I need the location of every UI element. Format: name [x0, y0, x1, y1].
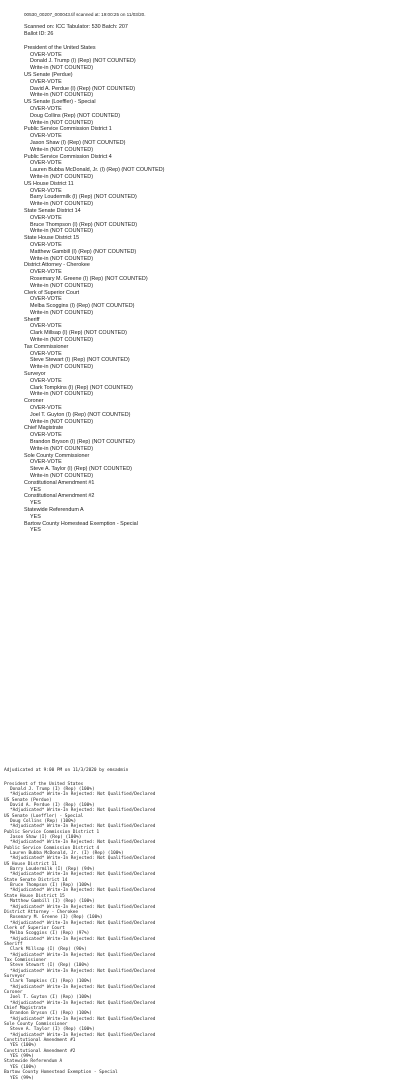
adjudicated-section [4, 862, 396, 878]
scanner-info: Scanned on: ICC Tabulator: 530 Batch: 207 [24, 24, 128, 30]
contest-title: Clerk of Superior Court [24, 289, 80, 296]
contest-line: Write-in (NOT COUNTED) [30, 309, 93, 316]
adjudicated-section [4, 1022, 396, 1038]
contest-section [24, 493, 396, 507]
contest-line: OVER-VOTE [30, 160, 62, 167]
contest-line: OVER-VOTE [30, 269, 62, 276]
contest-line: Write-in (NOT COUNTED) [30, 391, 93, 398]
contest-line: Clark Millsap (I) (Rep) (NOT COUNTED) [30, 330, 127, 337]
contest-section [24, 344, 396, 371]
contest-line: Steve A. Taylor (I) (Rep) (NOT COUNTED) [30, 466, 132, 473]
scan-header: 00530_00207_000043.tif scanned at: 19:00:25 on 11/03/20. [24, 12, 146, 17]
contest-line: YES [30, 513, 41, 520]
contest-section [24, 181, 396, 208]
contest-line: Bruce Thompson (I) (Rep) (100%) [10, 883, 92, 889]
contest-title: District Attorney - Cherokee [24, 262, 90, 269]
contest-title: President of the United States [4, 781, 84, 787]
contest-title: State Senate District 14 [4, 877, 68, 883]
contest-title: Sheriff [24, 316, 40, 323]
contest-line: OVER-VOTE [30, 105, 62, 112]
contest-section [24, 453, 396, 480]
contest-line: Melba Scoggins (I) (Rep) (NOT COUNTED) [30, 303, 135, 310]
adjudicated-section [4, 974, 396, 990]
contest-line: OVER-VOTE [30, 377, 62, 384]
adjudicated-section [4, 814, 396, 830]
contest-line: Steve Stewart (I) (Rep) (100%) [10, 963, 90, 969]
adjudicated-section [4, 958, 396, 974]
contest-line: *Adjudicated* Write-In Rejected: Not Qualified/Declared [10, 952, 156, 958]
adjudicated-section [4, 878, 396, 894]
contest-section [24, 371, 396, 398]
adjudicated-section [4, 846, 396, 862]
contest-title: Constitutional Amendment #1 [24, 479, 95, 486]
contest-line: Write-in (NOT COUNTED) [30, 255, 93, 262]
adjudicated-section [4, 926, 396, 942]
adjudicated-section [4, 942, 396, 958]
contest-title: US Senate (Perdue) [4, 797, 52, 803]
contest-title: Coroner [4, 990, 23, 995]
contest-line: Write-in (NOT COUNTED) [30, 228, 93, 235]
contest-title: Surveyor [24, 371, 46, 378]
contest-line: YES [30, 500, 41, 507]
contest-title: Statewide Referendum A [24, 507, 84, 513]
contest-line: OVER-VOTE [30, 214, 62, 221]
adjudicated-section [4, 1049, 396, 1060]
contest-line: YES (100%) [10, 1064, 37, 1070]
contest-line: Clark Tompkins (I) (Rep) (NOT COUNTED) [30, 384, 133, 391]
contest-line: Write-in (NOT COUNTED) [30, 337, 93, 344]
contest-line: Matthew Gambill (I) (Rep) (NOT COUNTED) [30, 248, 137, 255]
contest-title: State House District 15 [4, 893, 65, 899]
contest-title: US House District 11 [24, 180, 74, 187]
contest-line: Write-in (NOT COUNTED) [30, 92, 93, 99]
contest-section [24, 480, 396, 494]
contest-line: *Adjudicated* Write-In Rejected: Not Qualified/Declared [10, 888, 156, 894]
contest-title: Clerk of Superior Court [4, 925, 65, 931]
adjudicated-section [4, 1006, 396, 1022]
contest-line: OVER-VOTE [30, 187, 62, 194]
contest-line: OVER-VOTE [30, 323, 62, 330]
contest-title: Public Service Commission District 1 [24, 126, 112, 133]
contest-line: Lauren Bubba McDonald, Jr. (I) (Rep) (NOT COUNTED) [30, 167, 165, 174]
contest-line: Write-in (NOT COUNTED) [30, 119, 93, 126]
contest-line: *Adjudicated* Write-In Rejected: Not Qualified/Declared [10, 968, 156, 974]
contest-line: Joel T. Guyton (I) (Rep) (NOT COUNTED) [30, 411, 131, 418]
contest-line: OVER-VOTE [30, 459, 62, 466]
contest-line: Steve A. Taylor (I) (Rep) (100%) [10, 1027, 95, 1033]
contest-line: Write-in (NOT COUNTED) [30, 146, 93, 153]
contest-section [24, 290, 396, 317]
contest-section [24, 235, 396, 262]
contest-line: *Adjudicated* Write-In Rejected: Not Qualified/Declared [10, 824, 156, 830]
adjudication-report [4, 768, 396, 1081]
contest-line: Write-in (NOT COUNTED) [30, 364, 93, 371]
contest-title: Surveyor [4, 973, 26, 979]
contest-line: *Adjudicated* Write-In Rejected: Not Qualified/Declared [10, 920, 156, 926]
adjudicated-section [4, 910, 396, 926]
contest-title: Bartow County Homestead Exemption - Special [4, 1070, 118, 1076]
ballot-scan-report [24, 12, 396, 534]
contest-line: *Adjudicated* Write-In Rejected: Not Qualified/Declared [10, 1032, 156, 1038]
contest-title: State House District 15 [24, 235, 80, 242]
contest-section [24, 507, 396, 521]
contest-section [24, 154, 396, 181]
contest-line: Joel T. Guyton (I) (Rep) (100%) [10, 995, 92, 1001]
contest-line: YES [30, 486, 41, 493]
contest-title: Sole County Commissioner [24, 452, 90, 459]
contest-line: Steve Stewart (I) (Rep) (NOT COUNTED) [30, 357, 130, 364]
adjudicated-section [4, 990, 396, 1006]
contest-title: State Senate District 14 [24, 207, 81, 214]
contest-title: US House District 11 [4, 861, 57, 867]
contest-title: Bartow County Homestead Exemption - Special [24, 520, 138, 527]
contest-line: Jason Shaw (I) (Rep) (NOT COUNTED) [30, 139, 126, 146]
contest-line: David A. Perdue (I) (Rep) (NOT COUNTED) [30, 85, 136, 92]
contest-line: Melba Scoggins (I) (Rep) (97%) [10, 931, 90, 937]
contest-line: *Adjudicated* Write-In Rejected: Not Qualified/Declared [10, 936, 156, 942]
contest-line: Jason Shaw (I) (Rep) (100%) [10, 835, 82, 841]
adjudicated-contest-list [4, 782, 396, 1081]
contest-line: OVER-VOTE [30, 405, 62, 412]
contest-section [24, 99, 396, 126]
contest-line: OVER-VOTE [30, 78, 62, 85]
contest-title: Sheriff [4, 941, 23, 947]
contest-line: *Adjudicated* Write-In Rejected: Not Qualified/Declared [10, 984, 156, 990]
contest-title: US Senate (Loeffler) - Special [24, 99, 96, 106]
contest-line: OVER-VOTE [30, 296, 62, 303]
contest-line: Brandon Bryson (I) (Rep) (100%) [10, 1011, 92, 1017]
contest-section [24, 425, 396, 452]
contest-title: District Attorney - Cherokee [4, 909, 79, 915]
contest-title: Tax Commissioner [4, 957, 47, 963]
contest-line: *Adjudicated* Write-In Rejected: Not Qualified/Declared [10, 808, 156, 814]
contest-title: Constitutional Amendment #1 [4, 1038, 76, 1044]
contest-line: Barry Loudermilk (I) (Rep) (94%) [10, 867, 95, 873]
contest-section [24, 521, 396, 535]
contest-line: Clark Tompkins (I) (Rep) (100%) [10, 979, 92, 985]
contest-line: Write-in (NOT COUNTED) [30, 445, 93, 452]
contest-title: US Senate (Perdue) [24, 72, 73, 78]
contest-line: Doug Collins (Rep) (NOT COUNTED) [30, 112, 121, 119]
adjudicated-section [4, 894, 396, 910]
contest-line: *Adjudicated* Write-In Rejected: Not Qualified/Declared [10, 1000, 156, 1006]
contest-line: Matthew Gambill (I) (Rep) (100%) [10, 899, 95, 905]
contest-title: Public Service Commission District 4 [24, 153, 112, 160]
contest-title: Chief Magistrate [24, 425, 64, 432]
adjudicated-section [4, 1038, 396, 1049]
adjudicated-section [4, 1059, 396, 1070]
contest-line: YES (99%) [10, 1075, 34, 1081]
contest-line: OVER-VOTE [30, 432, 62, 439]
contest-line: Barry Loudermilk (I) (Rep) (NOT COUNTED) [30, 194, 137, 201]
ballot-id: Ballot ID: 26 [24, 31, 54, 38]
contest-section [24, 126, 396, 153]
contest-line: Clark Millsap (I) (Rep) (96%) [10, 947, 87, 953]
adjudicated-section [4, 830, 396, 846]
contest-line: YES (99%) [10, 1054, 34, 1060]
contest-line: Donald J. Trump (I) (Rep) (100%) [10, 786, 95, 792]
contest-line: Bruce Thompson (I) (Rep) (NOT COUNTED) [30, 221, 138, 228]
contest-line: Doug Collins (Rep) (100%) [10, 819, 77, 824]
contest-line: Write-in (NOT COUNTED) [30, 173, 93, 180]
contest-title: Coroner [24, 398, 44, 405]
contest-line: Brandon Bryson (I) (Rep) (NOT COUNTED) [30, 439, 135, 446]
contest-line: YES [30, 527, 41, 534]
contest-section [24, 317, 396, 344]
contest-title: Chief Magistrate [4, 1006, 47, 1012]
contest-line: YES (100%) [10, 1043, 37, 1049]
contest-line: *Adjudicated* Write-In Rejected: Not Qualified/Declared [10, 840, 156, 846]
contest-line: David A. Perdue (I) (Rep) (100%) [10, 802, 95, 808]
contest-line: Donald J. Trump (I) (Rep) (NOT COUNTED) [30, 58, 136, 65]
adjudicated-section [4, 1070, 396, 1081]
contest-line: Write-in (NOT COUNTED) [30, 473, 93, 480]
contest-line: Write-in (NOT COUNTED) [30, 65, 93, 72]
contest-line: *Adjudicated* Write-In Rejected: Not Qualified/Declared [10, 856, 156, 862]
contest-title: Constitutional Amendment #2 [4, 1048, 76, 1054]
contest-line: *Adjudicated* Write-In Rejected: Not Qualified/Declared [10, 904, 156, 910]
contest-line: OVER-VOTE [30, 241, 62, 248]
adjudicated-section [4, 782, 396, 798]
contest-line: *Adjudicated* Write-In Rejected: Not Qualified/Declared [10, 792, 156, 798]
contest-section [24, 262, 396, 289]
contest-section [24, 208, 396, 235]
contest-line: *Adjudicated* Write-In Rejected: Not Qualified/Declared [10, 1016, 156, 1022]
adjudicated-section [4, 798, 396, 814]
contest-line: Rosemary M. Greene (I) (Rep) (NOT COUNTED) [30, 275, 148, 282]
contest-title: Tax Commissioner [24, 343, 69, 350]
contest-line: *Adjudicated* Write-In Rejected: Not Qualified/Declared [10, 872, 156, 878]
contest-title: Public Service Commission District 4 [4, 845, 100, 851]
contest-title: Statewide Referendum A [4, 1059, 63, 1065]
contest-line: Lauren Bubba McDonald, Jr. (I) (Rep) (100%) [10, 851, 124, 857]
contest-line: Write-in (NOT COUNTED) [30, 418, 93, 425]
contest-section [24, 72, 396, 99]
contest-title: President of the United States [24, 44, 96, 51]
contest-line: OVER-VOTE [30, 133, 62, 140]
adjudication-header: Adjudicated at 9:00 PM on 11/3/2020 by emsadmin [4, 768, 129, 773]
contest-list [24, 45, 396, 534]
contest-line: OVER-VOTE [30, 51, 62, 58]
contest-line: OVER-VOTE [30, 350, 62, 357]
contest-title: Sole County Commissioner [4, 1022, 68, 1028]
contest-title: Constitutional Amendment #2 [24, 493, 95, 500]
contest-title: US Senate (Loeffler) - Special [4, 813, 84, 819]
contest-line: Write-in (NOT COUNTED) [30, 201, 93, 208]
contest-line: Write-in (NOT COUNTED) [30, 282, 93, 289]
contest-line: Rosemary M. Greene (I) (Rep) (100%) [10, 915, 103, 921]
contest-title: Public Service Commission District 1 [4, 829, 100, 835]
contest-section [24, 45, 396, 72]
contest-section [24, 398, 396, 425]
